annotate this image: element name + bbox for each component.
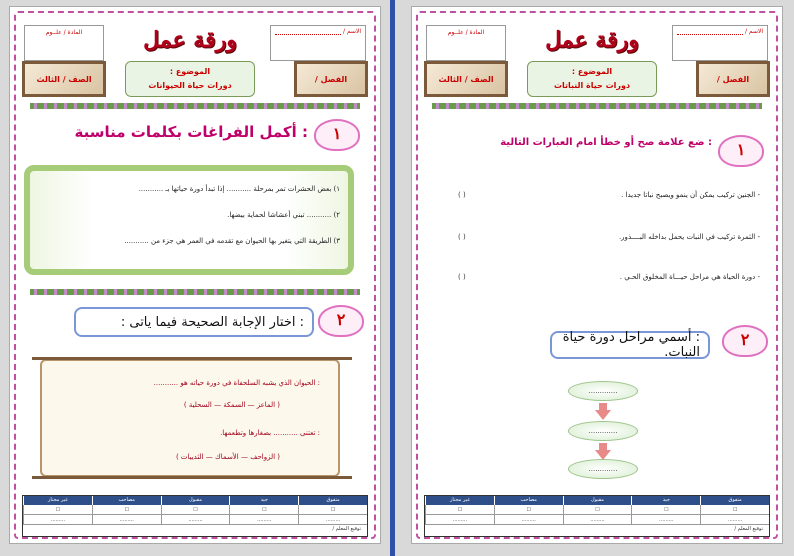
grade-col-4: مصاحب xyxy=(92,496,161,505)
grade-label-box xyxy=(22,61,106,97)
exercise1-frame xyxy=(24,165,354,275)
worksheet-title: ورقة عمل xyxy=(143,27,237,53)
grade-label: الصف / الثالث xyxy=(438,74,494,84)
exercise2-title-box xyxy=(74,307,314,337)
vine-divider xyxy=(432,103,762,109)
exercise-number-badge: ١ xyxy=(314,119,360,151)
subject-label: المادة / علــوم xyxy=(447,29,485,36)
topic-value: دورات حياة النباتات xyxy=(553,81,631,90)
exercise2-title: : أسمي مراحل دورة حياة النبات. xyxy=(562,330,700,360)
answer-slot-3[interactable]: ( ) xyxy=(458,273,466,281)
teacher-signature: توقيع المعلم / xyxy=(734,526,763,532)
subject-box xyxy=(24,25,104,61)
student-name-field[interactable] xyxy=(677,28,743,35)
grading-dotted-row xyxy=(425,515,769,525)
grade-checkbox[interactable]: ☐ xyxy=(494,505,563,514)
exercise1-title: : أكمل الفراغات بكلمات مناسبة xyxy=(74,123,308,141)
exercise1-item-2: - الثمرة تركيب في النبات يحمل بداخله البــــذور. xyxy=(618,233,760,241)
grade-col-3: مقبول xyxy=(563,496,632,505)
grade-checkbox[interactable]: ☐ xyxy=(563,505,632,514)
grade-cell: ......... xyxy=(298,515,367,524)
grading-table xyxy=(22,495,368,537)
exercise2-options-2: ( الزواحف — الأسماك — الثدييات ) xyxy=(175,453,280,461)
grade-cell: ......... xyxy=(23,515,92,524)
exercise2-title: : اختار الإجابة الصحيحة فيما ياتى : xyxy=(120,314,304,330)
exercise1-item-3: ٣) الطريقة التي يتغير بها الحيوان مع تقدمه في العمر هي جزء من ........... xyxy=(124,237,340,245)
exercise2-question-1: : الحيوان الذي يشبه السلحفاة في دورة حياته هو ........... xyxy=(153,379,320,387)
exercise2-title-box xyxy=(550,331,710,359)
vine-divider xyxy=(30,103,360,109)
grade-checkbox[interactable]: ☐ xyxy=(631,505,700,514)
grade-cell: ......... xyxy=(161,515,230,524)
teacher-signature: توقيع المعلم / xyxy=(332,526,361,532)
topic-value: دورات حياة الحيوانات xyxy=(148,81,232,90)
grade-col-5: غير مجتاز xyxy=(425,496,494,505)
worksheet-title: ورقة عمل xyxy=(545,27,639,53)
exercise-number-badge-2: ٢ xyxy=(722,325,768,357)
grade-checkbox[interactable]: ☐ xyxy=(161,505,230,514)
exercise-number-badge: ١ xyxy=(718,135,764,167)
page-divider xyxy=(390,0,395,556)
grade-cell: ......... xyxy=(700,515,769,524)
grade-col-5: غير مجتاز xyxy=(23,496,92,505)
answer-slot-1[interactable]: ( ) xyxy=(458,191,466,199)
class-label-box xyxy=(696,61,770,97)
exercise1-item-3: - دورة الحياة هي مراحل حيـــاة المخلوق الحـي . xyxy=(619,273,760,281)
grade-col-3: مقبول xyxy=(161,496,230,505)
exercise1-item-1: - الجنين تركيب يمكن أن ينمو ويصبح نباتا جديدا . xyxy=(621,191,760,199)
grade-col-1: متفوق xyxy=(298,496,367,505)
topic-label: الموضوع : xyxy=(169,67,211,76)
grade-cell: ......... xyxy=(229,515,298,524)
exercise1-item-2: ٢) ........... تبني أعشاشا لحماية بيضها. xyxy=(227,211,340,219)
grade-cell: ......... xyxy=(563,515,632,524)
class-label: الفصل / xyxy=(314,74,348,84)
grading-checkbox-row xyxy=(23,505,367,515)
grade-cell: ......... xyxy=(92,515,161,524)
grade-label: الصف / الثالث xyxy=(36,74,92,84)
grade-checkbox[interactable]: ☐ xyxy=(92,505,161,514)
stage-oval-3[interactable]: ............. xyxy=(568,459,638,479)
grade-col-4: مصاحب xyxy=(494,496,563,505)
vine-divider-2 xyxy=(30,289,360,295)
scroll-rod-top xyxy=(32,357,352,360)
grade-checkbox[interactable]: ☐ xyxy=(425,505,494,514)
topic-label: الموضوع : xyxy=(571,67,613,76)
subject-box xyxy=(426,25,506,61)
exercise1-item-1: ١) بعض الحشرات تمر بمرحلة ........... إذا تبدأ دورة حياتها بـ ........... xyxy=(138,185,340,193)
grade-checkbox[interactable]: ☐ xyxy=(298,505,367,514)
grading-header xyxy=(23,496,367,505)
worksheet-plants xyxy=(411,6,783,544)
grading-dotted-row xyxy=(23,515,367,525)
scroll-rod-bottom xyxy=(32,476,352,479)
grading-table xyxy=(424,495,770,537)
exercise2-options-1: ( الماعز — السمكة — السحلية ) xyxy=(183,401,280,409)
exercise1-title: : ضع علامة صح أو خطأ امام العبارات التالية xyxy=(500,137,712,148)
grade-cell: ......... xyxy=(425,515,494,524)
grade-label-box xyxy=(424,61,508,97)
grade-col-2: جيد xyxy=(229,496,298,505)
topic-box xyxy=(125,61,255,97)
exercise-number-badge-2: ٢ xyxy=(318,305,364,337)
grading-checkbox-row xyxy=(425,505,769,515)
stage-oval-2[interactable]: ............. xyxy=(568,421,638,441)
topic-box xyxy=(527,61,657,97)
arrow-down-icon xyxy=(595,410,611,420)
student-name-field[interactable] xyxy=(275,28,341,35)
grade-cell: ......... xyxy=(494,515,563,524)
exercise2-question-2: : تعتنى ........... بصغارها وتطعمها. xyxy=(220,429,320,437)
grade-col-1: متفوق xyxy=(700,496,769,505)
student-name-label: الاسم / xyxy=(342,28,361,35)
class-label-box xyxy=(294,61,368,97)
worksheet-animals xyxy=(9,6,381,544)
student-name-label: الاسم / xyxy=(744,28,763,35)
grade-checkbox[interactable]: ☐ xyxy=(229,505,298,514)
answer-slot-2[interactable]: ( ) xyxy=(458,233,466,241)
grade-checkbox[interactable]: ☐ xyxy=(23,505,92,514)
grade-cell: ......... xyxy=(631,515,700,524)
subject-label: المادة / علــوم xyxy=(45,29,83,36)
grading-header xyxy=(425,496,769,505)
grade-checkbox[interactable]: ☐ xyxy=(700,505,769,514)
grade-col-2: جيد xyxy=(631,496,700,505)
student-name-box xyxy=(270,25,366,61)
stage-oval-1[interactable]: ............. xyxy=(568,381,638,401)
class-label: الفصل / xyxy=(716,74,750,84)
student-name-box xyxy=(672,25,768,61)
